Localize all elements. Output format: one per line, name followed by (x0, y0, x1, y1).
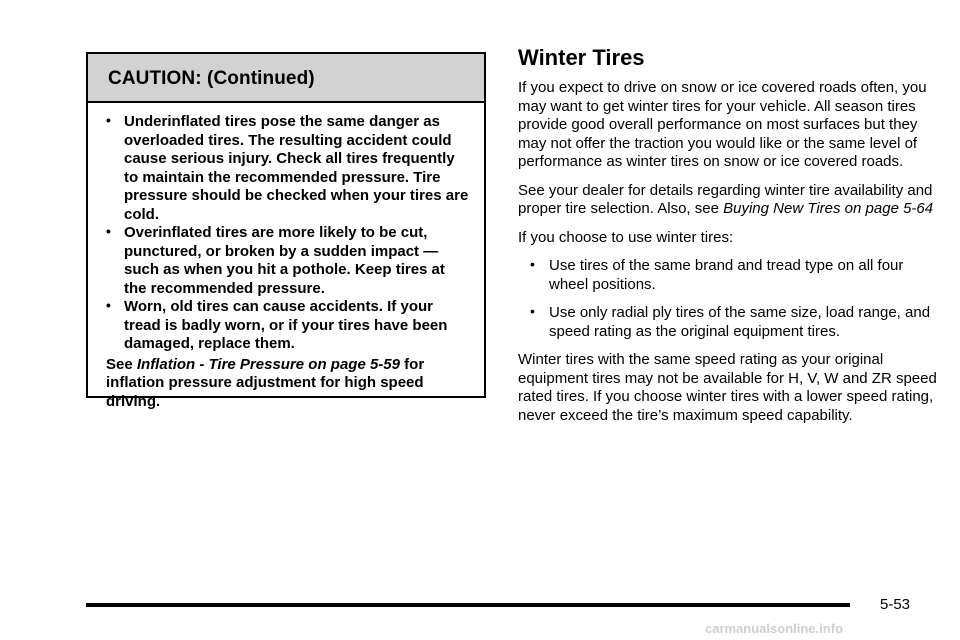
caution-body (88, 103, 484, 411)
winter-intro-paragraph: If you expect to drive on snow or ice covered roads often, you may want to get winter tires for your vehicle. All season tires provide good overall performance on most surfaces but they may not offer the traction you would like or the same level of performance as winter tires on snow or ice covered roads. (518, 79, 927, 170)
winter-bullet-text: Use only radial ply tires of the same size, load range, and speed rating as the original equipment tires. (549, 304, 931, 340)
winter-bullet-text: Use tires of the same brand and tread type on all four wheel positions. (549, 257, 904, 293)
buying-new-tires-link[interactable]: Buying New Tires on page 5-64 (723, 200, 934, 217)
winter-tires-section (518, 44, 938, 435)
watermark: carmanualsonline.info (705, 621, 843, 636)
dealer-text: See your dealer for details regarding winter tire availability and proper tire selection. Also, see (518, 181, 933, 217)
caution-bullet-text: Underinflated tires pose the same danger as overloaded tires. The resulting accident could cause serious injury. Check all tires frequently to maintain the recommended pressure. Tire pressure should be checked when your tires are cold. (124, 113, 469, 223)
choose-paragraph: If you choose to use winter tires: (518, 228, 734, 246)
caution-bullet (106, 113, 470, 224)
dealer-paragraph (518, 182, 938, 219)
caution-bullet-text: Overinflated tires are more likely to be cut, punctured, or broken by a sudden impact — such as when you hit a pothole. Keep tires at the recommended pressure. (124, 224, 445, 297)
winter-bullet (518, 257, 938, 294)
bullet-icon: • (530, 256, 535, 272)
caution-see-paragraph (106, 356, 470, 412)
caution-bullet-text: Worn, old tires can cause accidents. If your tread is badly worn, or if your tires have been damaged, replace them. (124, 298, 448, 352)
inflation-pressure-link[interactable]: Inflation - Tire Pressure on page 5-59 (136, 355, 400, 373)
section-title: Winter Tires (518, 45, 645, 70)
bullet-icon: • (106, 112, 111, 128)
caution-see-prefix: See (106, 355, 137, 373)
winter-bullet (518, 304, 938, 341)
caution-title: CAUTION: (Continued) (88, 54, 484, 103)
closing-paragraph: Winter tires with the same speed rating as your original equipment tires may not be available for H, V, W and ZR speed rated tires. If you choose winter tires with a lower speed rating, never exceed the tire’s maximum speed capability. (518, 351, 937, 424)
caution-see-suffix: for inflation pressure adjustment for high speed driving. (106, 355, 425, 410)
bullet-icon: • (106, 297, 111, 313)
footer-rule (86, 603, 850, 607)
caution-bullet (106, 224, 470, 298)
caution-box (86, 52, 486, 410)
page-number: 5-53 (880, 596, 911, 613)
bullet-icon: • (106, 223, 111, 239)
bullet-icon: • (530, 303, 535, 319)
caution-bullet (106, 298, 470, 354)
